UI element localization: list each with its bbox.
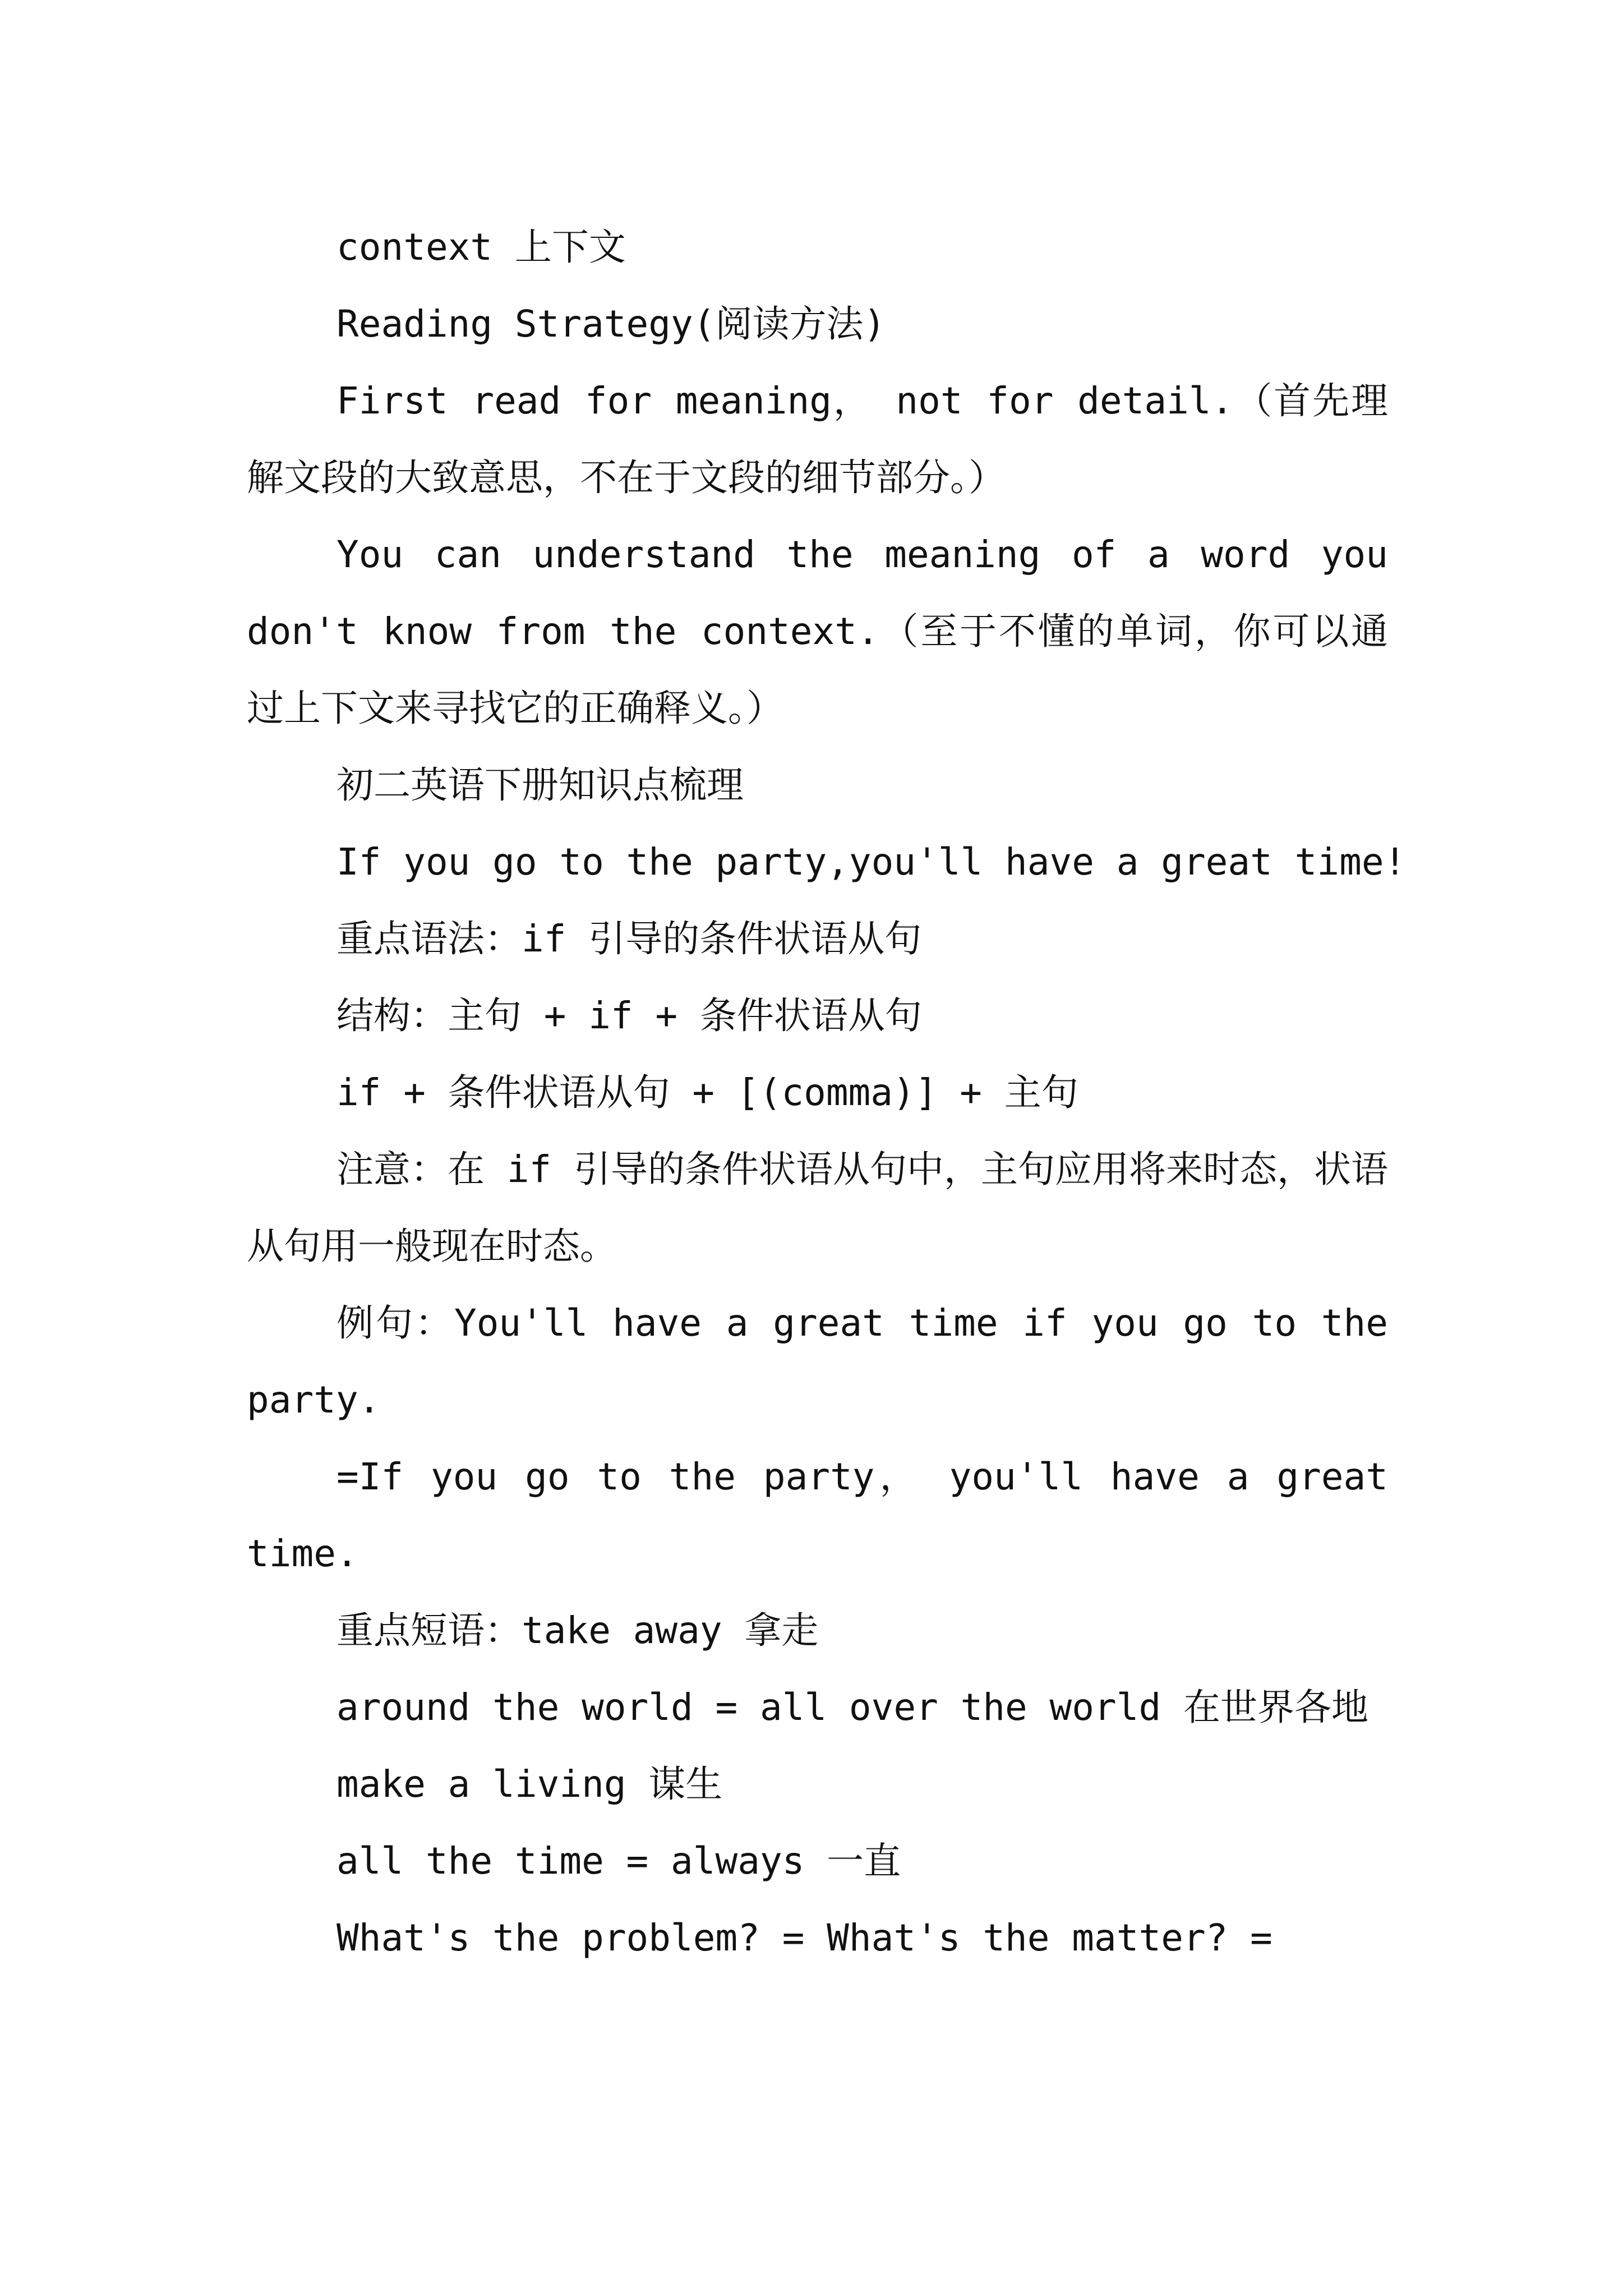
structure-line-2: if + 条件状语从句 + [(comma)] + 主句 [336, 1071, 1078, 1114]
grammar-note: 注意：在 if 引导的条件状语从句中，主句应用将来时态，状语从句用一般现在时态。 [247, 1148, 1388, 1268]
structure-line-1: 结构：主句 + if + 条件状语从句 [336, 994, 922, 1037]
phrase-all-the-time: all the time = always 一直 [336, 1839, 901, 1883]
vocab-context: context 上下文 [336, 226, 626, 269]
strategy-first-read: First read for meaning， not for detail.（首先理解文段的大致意思，不在于文段的细节部分。） [247, 379, 1388, 499]
phrase-take-away: 重点短语：take away 拿走 [336, 1609, 819, 1652]
reading-strategy-heading: Reading Strategy(阅读方法) [336, 302, 886, 346]
phrase-make-a-living: make a living 谋生 [336, 1763, 723, 1806]
strategy-context-meaning: You can understand the meaning of a word you don't know from the context.（至于不懂的单词，你可以通过上下文来寻找它的正确释义。） [247, 533, 1388, 730]
example-sentence: 例句：You'll have a great time if you go to the party. [247, 1301, 1388, 1421]
phrase-whats-the-problem: What's the problem? = What's the matter? = [336, 1916, 1272, 1959]
section-heading: 初二英语下册知识点梳理 [336, 763, 744, 807]
grammar-point: 重点语法：if 引导的条件状语从句 [336, 917, 922, 960]
phrase-around-the-world: around the world = all over the world 在世界各地 [336, 1686, 1368, 1729]
example-sentence-alt: =If you go to the party， you'll have a great time. [247, 1455, 1388, 1575]
document-body [247, 209, 1407, 1976]
unit-title-sentence: If you go to the party,you'll have a great time! [336, 840, 1407, 884]
